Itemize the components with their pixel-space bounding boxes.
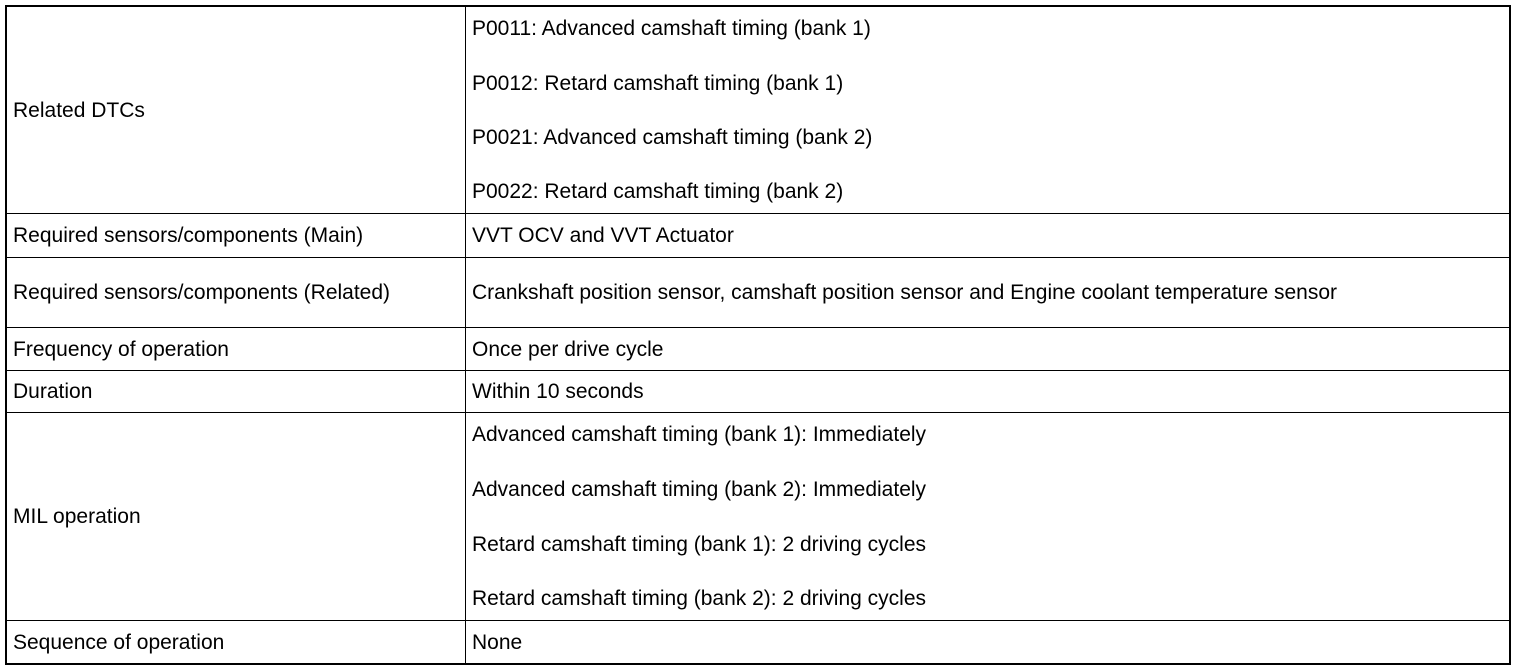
- table-row-frequency: [7, 327, 1509, 370]
- row-label: MIL operation: [7, 413, 466, 621]
- table-row-sensors-related: [7, 257, 1509, 327]
- dtc-p0021: P0021: Advanced camshaft timing (bank 2): [472, 125, 873, 149]
- row-value: Crankshaft position sensor, camshaft position sensor and Engine coolant temperature sensor: [466, 257, 1510, 327]
- row-label: Required sensors/components (Main): [7, 214, 466, 257]
- dtc-p0022: P0022: Retard camshaft timing (bank 2): [472, 180, 844, 204]
- monitor-spec-table: [7, 7, 1509, 663]
- mil-retard-bank-1: Retard camshaft timing (bank 1): 2 driving cycles: [472, 532, 927, 556]
- dtc-p0012: P0012: Retard camshaft timing (bank 1): [472, 71, 844, 95]
- row-value: [466, 7, 1510, 214]
- dtc-p0011: P0011: Advanced camshaft timing (bank 1): [472, 17, 871, 41]
- row-value: Within 10 seconds: [466, 371, 1510, 413]
- table-row-related-dtcs: [7, 7, 1509, 214]
- table-row-sequence: [7, 621, 1509, 663]
- monitor-spec-sheet: [5, 5, 1511, 665]
- row-label: Sequence of operation: [7, 621, 466, 663]
- row-value: None: [466, 621, 1510, 663]
- row-value: Once per drive cycle: [466, 327, 1510, 370]
- mil-retard-bank-2: Retard camshaft timing (bank 2): 2 driving cycles: [472, 587, 927, 611]
- row-label: Required sensors/components (Related): [7, 257, 466, 327]
- table-row-duration: [7, 371, 1509, 413]
- mil-advanced-bank-2: Advanced camshaft timing (bank 2): Immediately: [472, 477, 927, 501]
- row-value: VVT OCV and VVT Actuator: [466, 214, 1510, 257]
- table-row-mil-operation: [7, 413, 1509, 621]
- row-value: [466, 413, 1510, 621]
- row-label: Frequency of operation: [7, 327, 466, 370]
- mil-advanced-bank-1: Advanced camshaft timing (bank 1): Immediately: [472, 423, 927, 447]
- row-label: Duration: [7, 371, 466, 413]
- table-row-sensors-main: [7, 214, 1509, 257]
- row-label: Related DTCs: [7, 7, 466, 214]
